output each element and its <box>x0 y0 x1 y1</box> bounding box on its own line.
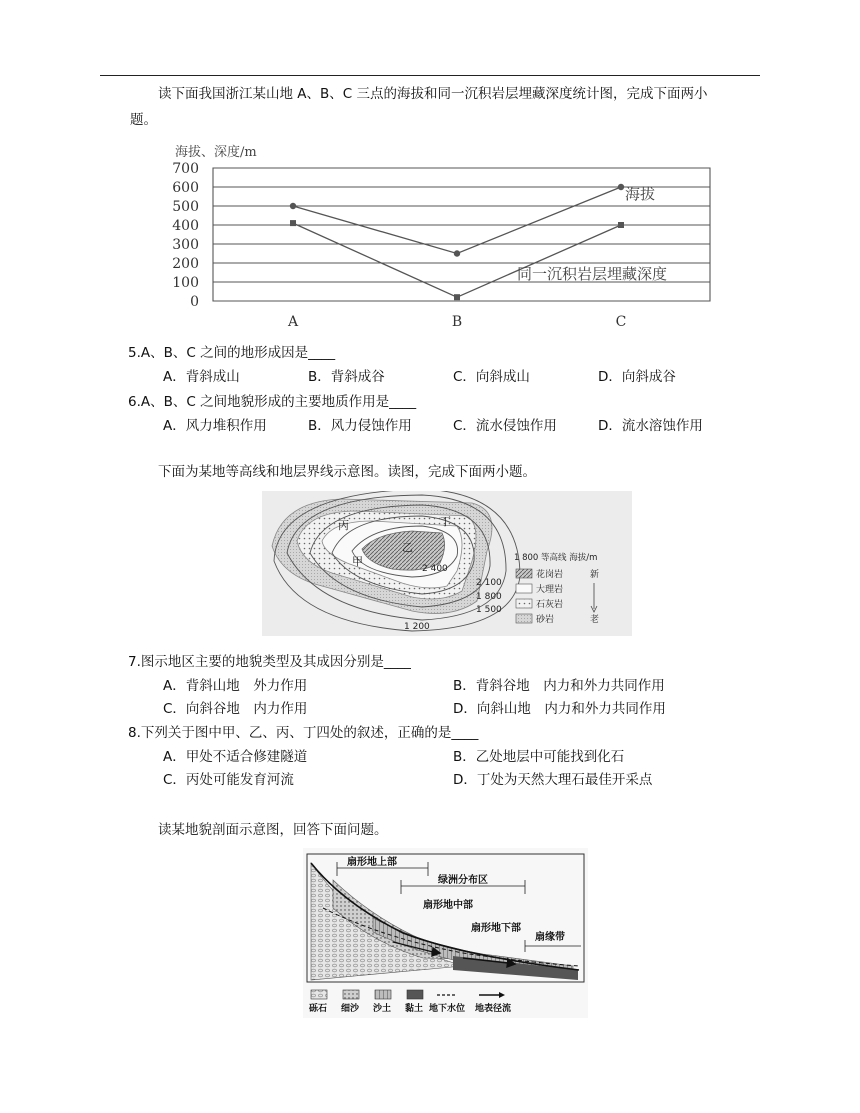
legend-clay: 黏土 <box>405 1004 424 1014</box>
q8-option-a[interactable]: A．甲处不适合修建隧道 <box>163 749 308 765</box>
zone-label-middle: 扇形地中部 <box>423 900 473 911</box>
y-tick-label: 400 <box>172 218 199 234</box>
place-label-bing: 丙 <box>338 519 349 532</box>
legend-limestone: 石灰岩 <box>536 600 564 610</box>
place-label-jia: 甲 <box>352 555 363 568</box>
legend-swatch-marble <box>516 584 532 593</box>
contour-label-2100: 2 100 <box>476 578 502 588</box>
legend-swatch-gravel <box>311 990 327 999</box>
section1-intro-line1: 读下面我国浙江某山地 A、B、C 三点的海拔和同一沉积岩层埋藏深度统计图，完成下面两小 <box>158 86 708 102</box>
q5-option-d[interactable]: D．向斜成谷 <box>598 369 676 385</box>
contour-label-1200: 1 200 <box>404 622 430 632</box>
legend-runoff: 地表径流 <box>475 1004 512 1014</box>
legend-swatch-sand-soil <box>375 990 391 999</box>
q5-option-a[interactable]: A．背斜成山 <box>163 369 240 385</box>
legend-swatch-granite <box>516 569 532 578</box>
y-tick-label: 100 <box>172 275 199 291</box>
legend-sand-soil: 沙土 <box>373 1004 392 1014</box>
series-label-depth: 同一沉积岩层埋藏深度 <box>517 265 668 283</box>
y-tick-label: 200 <box>172 256 199 272</box>
chart-ylabel: 海拔、深度/m <box>175 145 257 160</box>
q7-option-c[interactable]: C．向斜谷地 内力作用 <box>163 701 308 717</box>
section1-intro-line2: 题。 <box>130 112 157 128</box>
q5-option-c[interactable]: C．向斜成山 <box>453 369 530 385</box>
place-label-ding: 丁 <box>440 515 451 528</box>
legend-swatch-limestone <box>516 599 532 608</box>
y-tick-label: 700 <box>172 161 199 177</box>
y-tick-label: 300 <box>172 237 199 253</box>
x-tick-label: C <box>615 314 627 330</box>
zone-label-fringe: 扇缘带 <box>535 932 565 943</box>
q8-option-c[interactable]: C．丙处可能发育河流 <box>163 772 294 788</box>
point-elevation <box>290 203 296 209</box>
point-depth <box>618 222 624 228</box>
legend-gravel: 砾石 <box>309 1004 328 1014</box>
zone-label-lower: 扇形地下部 <box>471 923 521 934</box>
point-depth <box>454 294 460 300</box>
q8-option-b[interactable]: B．乙处地层中可能找到化石 <box>453 749 625 765</box>
section2-intro: 下面为某地等高线和地层界线示意图。读图，完成下面两小题。 <box>158 464 536 480</box>
contour-stratum-map <box>262 491 632 636</box>
q5-option-b[interactable]: B．背斜成谷 <box>308 369 385 385</box>
legend-granite: 花岗岩 <box>536 570 564 580</box>
y-tick-label: 600 <box>172 180 199 196</box>
legend-swatch-sandstone <box>516 614 532 623</box>
elevation-depth-chart <box>165 138 715 333</box>
q6-stem: 6.A、B、C 之间地貌形成的主要地质作用是____ <box>128 394 417 410</box>
q7-stem: 7.图示地区主要的地貌类型及其成因分别是____ <box>128 654 411 670</box>
q6-option-b[interactable]: B．风力侵蚀作用 <box>308 418 412 434</box>
legend-marble: 大理岩 <box>536 585 564 595</box>
place-label-yi: 乙 <box>402 541 413 554</box>
point-depth <box>290 220 296 226</box>
q8-stem: 8.下列关于图中甲、乙、丙、丁四处的叙述，正确的是____ <box>128 725 479 741</box>
legend-sandstone: 砂岩 <box>536 615 555 625</box>
zone-label-oasis: 绿洲分布区 <box>438 875 488 886</box>
legend-fine-sand: 细沙 <box>341 1004 360 1014</box>
series-label-elevation: 海拔 <box>625 185 656 203</box>
series-line-depth <box>293 223 621 297</box>
q6-option-a[interactable]: A．风力堆积作用 <box>163 418 267 434</box>
x-tick-label: B <box>451 314 463 330</box>
legend-old: 老 <box>590 615 600 625</box>
q7-option-a[interactable]: A．背斜山地 外力作用 <box>163 678 308 694</box>
q6-option-c[interactable]: C．流水侵蚀作用 <box>453 418 557 434</box>
section3-intro: 读某地貌剖面示意图，回答下面问题。 <box>158 822 388 838</box>
legend-swatch-fine-sand <box>343 990 359 999</box>
contour-label-1500: 1 500 <box>476 605 502 615</box>
q7-option-b[interactable]: B．背斜谷地 内力和外力共同作用 <box>453 678 665 694</box>
y-tick-label: 0 <box>190 294 199 310</box>
y-tick-label: 500 <box>172 199 199 215</box>
legend-groundwater: 地下水位 <box>429 1004 466 1014</box>
contour-label-2400: 2 400 <box>422 564 448 574</box>
legend-new: 新 <box>590 570 600 580</box>
header-rule <box>100 75 760 76</box>
point-elevation <box>618 184 624 190</box>
legend-swatch-clay <box>407 990 423 999</box>
q5-stem: 5.A、B、C 之间的地形成因是____ <box>128 345 336 361</box>
contour-label-1800: 1 800 <box>476 592 502 602</box>
x-tick-label: A <box>287 314 299 330</box>
alluvial-fan-profile <box>303 848 588 1018</box>
point-elevation <box>454 250 460 256</box>
q7-option-d[interactable]: D．向斜山地 内力和外力共同作用 <box>453 701 666 717</box>
zone-label-upper: 扇形地上部 <box>347 857 397 868</box>
legend-contour: 1 800 等高线 海拔/m <box>514 553 598 563</box>
q8-option-d[interactable]: D．丁处为天然大理石最佳开采点 <box>453 772 653 788</box>
q6-option-d[interactable]: D．流水溶蚀作用 <box>598 418 703 434</box>
